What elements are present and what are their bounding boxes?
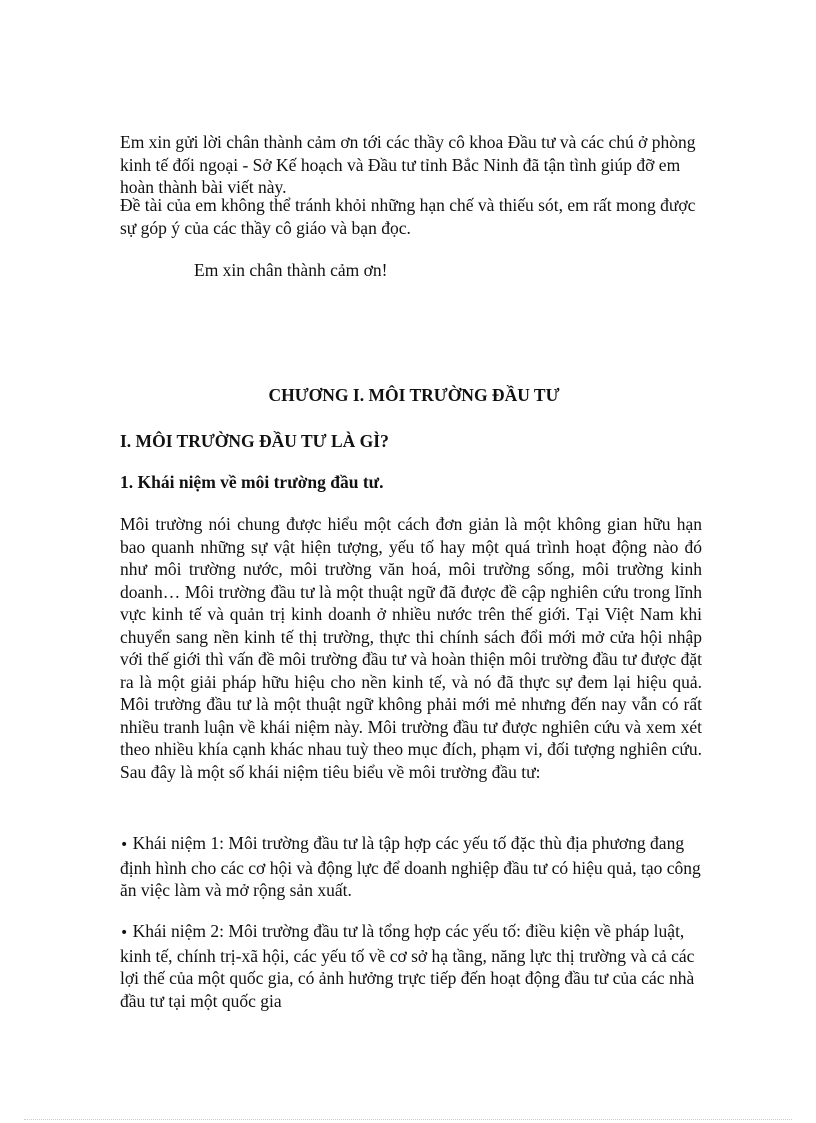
thanks-line: Em xin chân thành cảm ơn! (194, 260, 388, 280)
bullet-item-2 (120, 920, 702, 1012)
bullet-icon: • (120, 925, 129, 941)
page-bottom-divider (24, 1119, 792, 1120)
section-title: I. MÔI TRƯỜNG ĐẦU TƯ LÀ GÌ? (120, 431, 389, 451)
bullet-text: Khái niệm 1: Môi trường đầu tư là tập hợp các yếu tố đặc thù địa phương đang định hình cho các cơ hội và động lực để doanh nghiệp đầu tư có hiệu quả, tạo công ăn việc làm và mở rộng sản xuất. (120, 833, 701, 900)
acknowledgement-paragraph-1: Em xin gửi lời chân thành cảm ơn tới các thầy cô khoa Đầu tư và các chú ở phòng kinh tế đối ngoại - Sở Kế hoạch và Đầu tư tỉnh Bắc Ninh đã tận tình giúp đỡ em hoàn thành bài viết này. (120, 132, 696, 197)
acknowledgement-paragraph-2: Đề tài của em không thể tránh khỏi những hạn chế và thiếu sót, em rất mong được sự góp ý của các thầy cô giáo và bạn đọc. (120, 195, 696, 238)
intro-paragraph: Môi trường nói chung được hiểu một cách đơn giản là một không gian hữu hạn bao quanh những sự vật hiện tượng, yếu tố hay một quá trình hoạt động nào đó như môi trường nước, môi trường văn hoá, môi trường sống, môi trường kinh doanh… Môi trường đầu tư là một thuật ngữ đã được đề cập nghiên cứu trong lĩnh vực kinh tế và quản trị kinh doanh ở nhiều nước trên thế giới. Tại Việt Nam khi chuyển sang nền kinh tế thị trường, thực thi chính sách đổi mới mở cửa hội nhập với thế giới thì vấn đề môi trường đầu tư và hoàn thiện môi trường đầu tư được đặt ra là một giải pháp hữu hiệu cho nền kinh tế, và nó đã thực sự đem lại hiệu quả. Môi trường đầu tư là một thuật ngữ không phải mới mẻ nhưng đến nay vẫn có rất nhiều tranh luận về khái niệm này. Môi trường đầu tư được nghiên cứu và xem xét theo nhiều khía cạnh khác nhau tuỳ theo mục đích, phạm vi, đối tượng nghiên cứu. Sau đây là một số khái niệm tiêu biểu về môi trường đầu tư: (120, 514, 702, 782)
chapter-title: CHƯƠNG I. MÔI TRƯỜNG ĐẦU TƯ (268, 385, 560, 405)
bullet-item-1 (120, 832, 702, 902)
subsection-title: 1. Khái niệm về môi trường đầu tư. (120, 472, 384, 492)
bullet-icon: • (120, 837, 129, 853)
bullet-text: Khái niệm 2: Môi trường đầu tư là tổng hợp các yếu tố: điều kiện về pháp luật, kinh tế, chính trị-xã hội, các yếu tố về cơ sở hạ tầng, năng lực thị trường và cả các lợi thế của một quốc gia, có ảnh hưởng trực tiếp đến hoạt động đầu tư của các nhà đầu tư tại một quốc gia (120, 921, 695, 1011)
